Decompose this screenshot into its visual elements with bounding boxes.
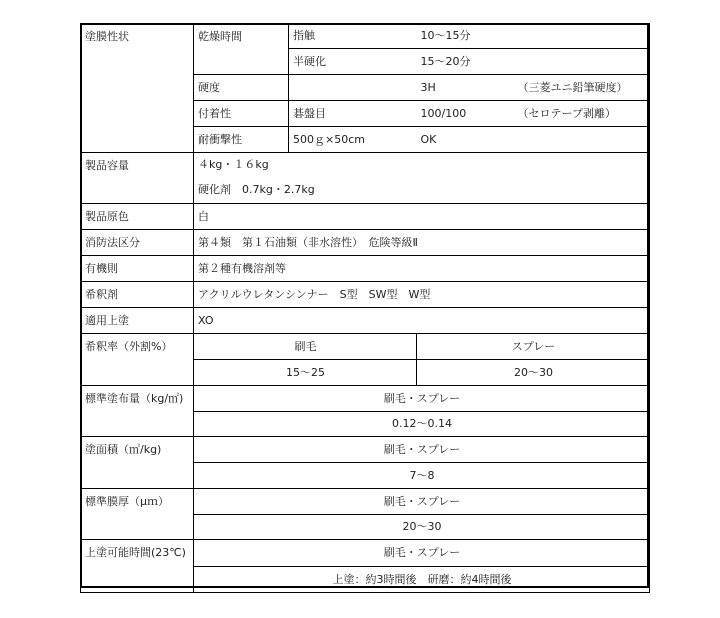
label-hardness: 硬度 (194, 75, 289, 101)
table-row (81, 308, 650, 334)
table-row (81, 540, 650, 567)
row-label-coating-properties: 塗膜性状 (81, 24, 194, 153)
coverage-method: 刷毛・スプレー (194, 386, 650, 412)
row-label-film-thickness: 標準膜厚（μｍ） (81, 489, 194, 540)
row-label-organic-solvent: 有機則 (81, 256, 194, 282)
dilution-spray-value: 20～30 (417, 360, 650, 386)
value-semi-hardened: 15～20分 (417, 49, 650, 75)
recoat-value: 上塗：約3時間後 研磨：約4時間後 (194, 567, 650, 593)
value-color: 白 (194, 204, 650, 230)
adhesion-method: 碁盤目 (289, 101, 417, 127)
label-drying-time: 乾燥時間 (194, 24, 289, 75)
value-hardness: 3H (417, 75, 514, 101)
label-touch-dry: 指触 (289, 24, 417, 49)
value-capacity-main: ４kg・１６kg (194, 153, 650, 178)
recoat-method: 刷毛・スプレー (194, 540, 650, 567)
hardness-blank-cell (289, 75, 417, 101)
row-label-capacity: 製品容量 (81, 153, 194, 204)
row-label-coating-area: 塗面積（㎡/kg) (81, 437, 194, 489)
table-row (81, 230, 650, 256)
note-adhesion: （セロテープ剥離） (514, 101, 650, 127)
value-fire-law: 第４類 第１石油類（非水溶性） 危険等級Ⅱ (194, 230, 650, 256)
table-row (81, 24, 650, 49)
dilution-brush-header: 刷毛 (194, 334, 417, 360)
table-row (81, 489, 650, 515)
value-adhesion: 100/100 (417, 101, 514, 127)
spec-table (80, 23, 650, 593)
thickness-method: 刷毛・スプレー (194, 489, 650, 515)
value-capacity-hardener: 硬化剤 0.7kg・2.7kg (194, 178, 650, 204)
row-label-topcoat: 適用上塗 (81, 308, 194, 334)
label-impact-resistance: 耐衝撃性 (194, 127, 289, 153)
dilution-spray-header: スプレー (417, 334, 650, 360)
row-label-recoat-time: 上塗可能時間(23℃) (81, 540, 194, 593)
row-label-dilution: 希釈率（外割%） (81, 334, 194, 386)
label-adhesion: 付着性 (194, 101, 289, 127)
row-label-thinner: 希釈剤 (81, 282, 194, 308)
table-row (81, 386, 650, 412)
row-label-color: 製品原色 (81, 204, 194, 230)
table-row (81, 256, 650, 282)
note-hardness: （三菱ユニ鉛筆硬度） (514, 75, 650, 101)
table-row (81, 437, 650, 463)
value-impact: OK (417, 127, 650, 153)
thickness-value: 20～30 (194, 515, 650, 540)
area-value: 7～8 (194, 463, 650, 489)
value-thinner: アクリルウレタンシンナー S型 SW型 W型 (194, 282, 650, 308)
impact-method: 500ｇ×50cm (289, 127, 417, 153)
table-row (81, 334, 650, 360)
value-organic-solvent: 第２種有機溶剤等 (194, 256, 650, 282)
table-row (81, 204, 650, 230)
coverage-value: 0.12～0.14 (194, 412, 650, 437)
dilution-brush-value: 15～25 (194, 360, 417, 386)
value-topcoat: XO (194, 308, 650, 334)
row-label-coverage: 標準塗布量（kg/㎡) (81, 386, 194, 437)
label-semi-hardened: 半硬化 (289, 49, 417, 75)
area-method: 刷毛・スプレー (194, 437, 650, 463)
value-touch-dry: 10～15分 (417, 24, 650, 49)
table-row (81, 282, 650, 308)
row-label-fire-law: 消防法区分 (81, 230, 194, 256)
table-row (81, 153, 650, 178)
